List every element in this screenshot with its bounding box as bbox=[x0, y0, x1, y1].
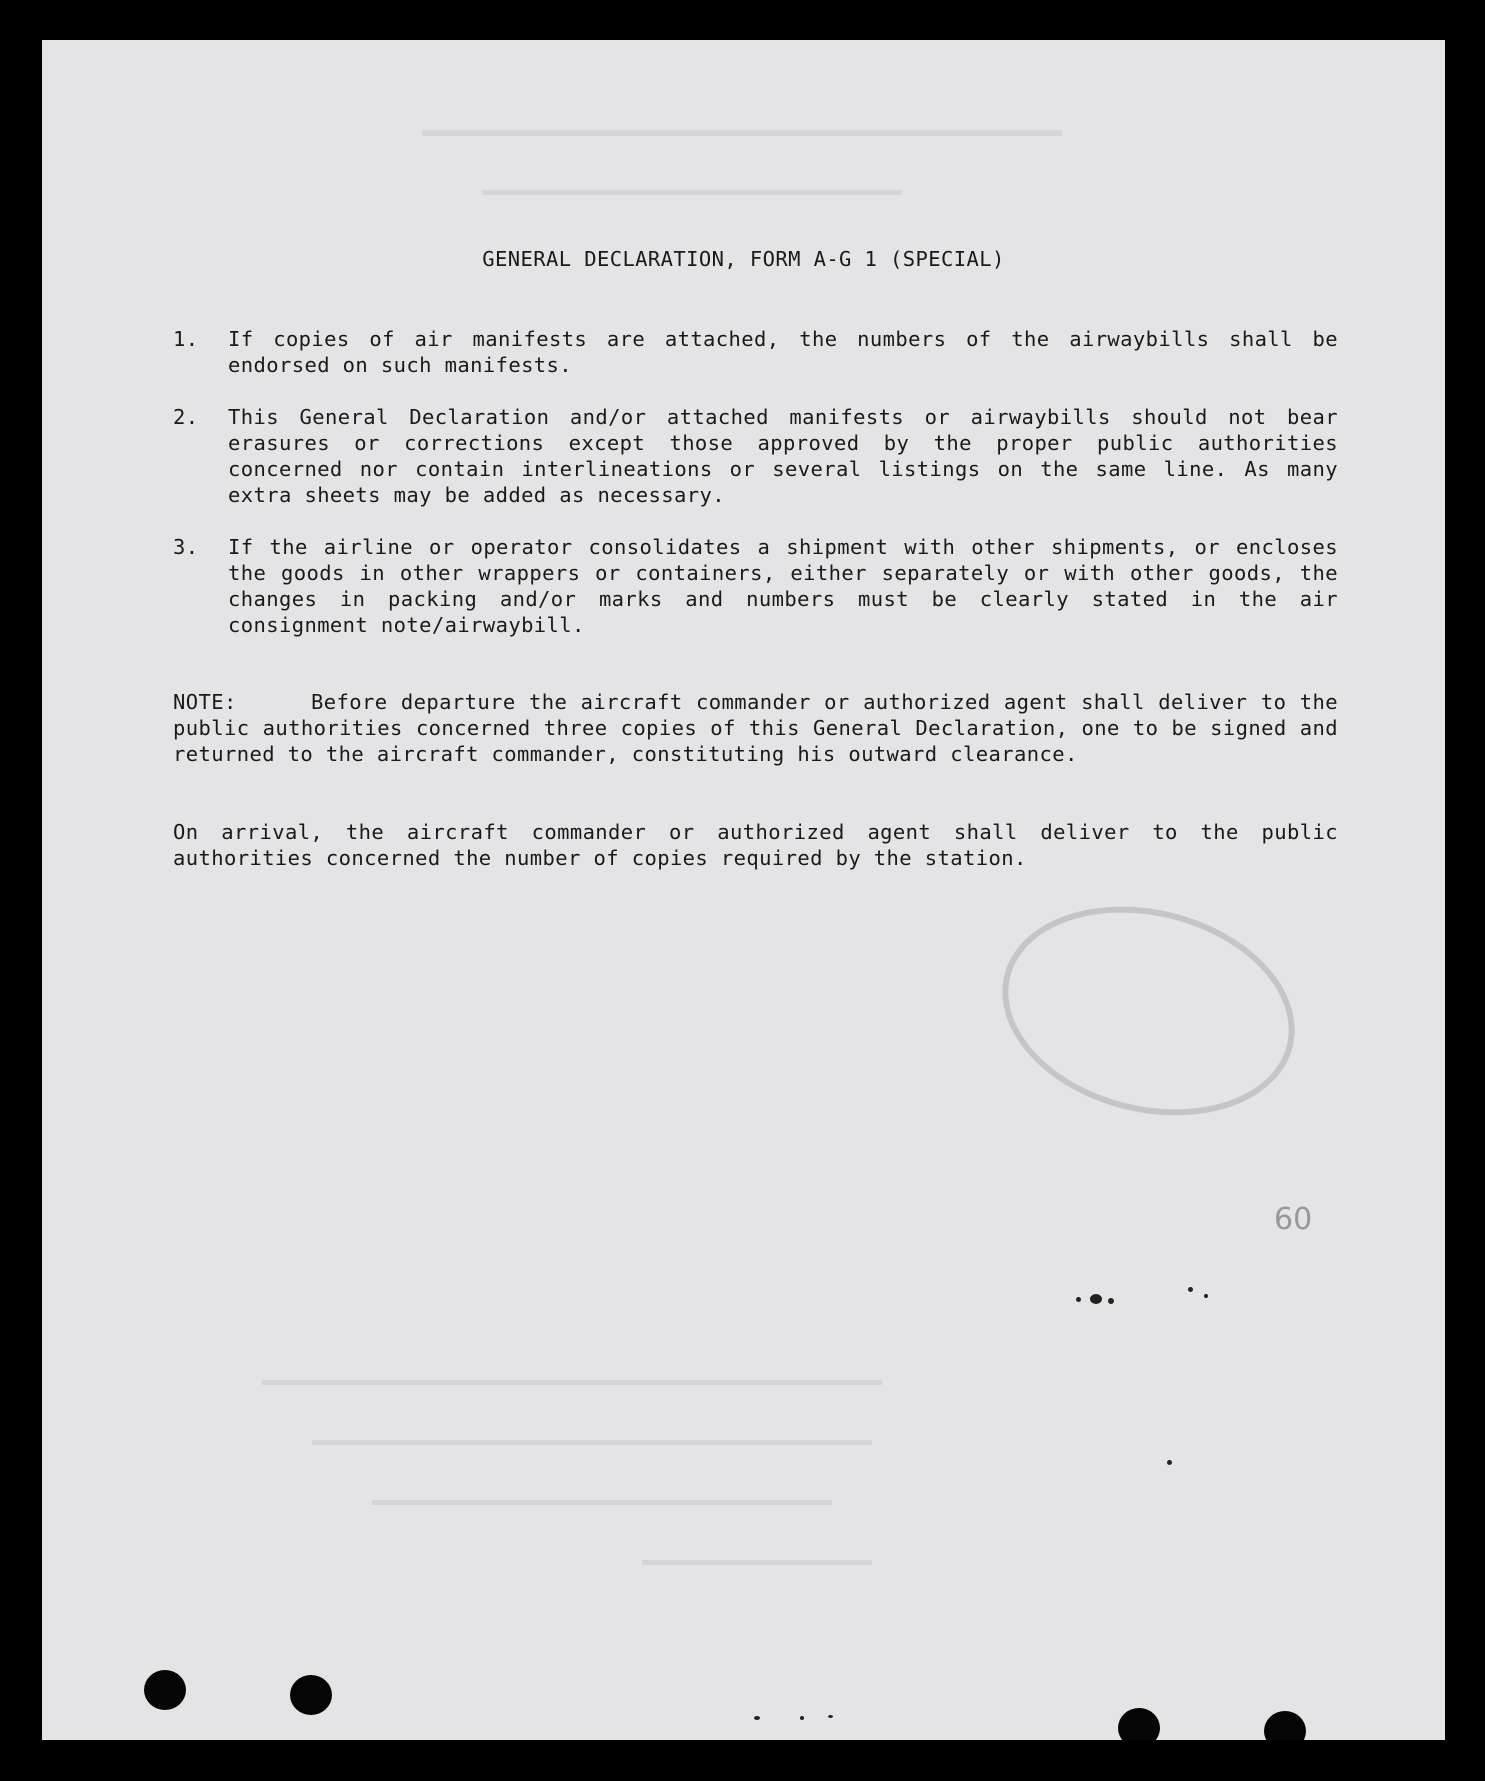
list-item bbox=[173, 534, 1338, 638]
ink-speck bbox=[1108, 1298, 1114, 1304]
show-through-line bbox=[422, 130, 1062, 136]
ink-speck bbox=[1076, 1297, 1081, 1302]
ink-speck bbox=[800, 1716, 804, 1720]
item-number: 2. bbox=[173, 405, 199, 429]
ink-speck bbox=[1204, 1294, 1208, 1298]
item-text: This General Declaration and/or attached manifests or airwaybills should not bear erasures or corrections except those approved by the proper public authorities concerned nor contain interlineations or several listings on the same line. As many extra sheets may be added as necessary. bbox=[228, 405, 1338, 507]
list-item bbox=[173, 404, 1338, 508]
punch-hole bbox=[144, 1670, 186, 1710]
arrival-paragraph: On arrival, the aircraft commander or authorized agent shall deliver to the public authorities concerned the number of copies required by the station. bbox=[173, 820, 1338, 870]
show-through-line bbox=[262, 1380, 882, 1385]
document-page bbox=[42, 40, 1445, 1740]
show-through-line bbox=[642, 1560, 872, 1565]
ink-speck bbox=[828, 1715, 833, 1718]
note-paragraph bbox=[173, 689, 1338, 767]
note-label: NOTE: bbox=[173, 690, 237, 714]
document-title: GENERAL DECLARATION, FORM A-G 1 (SPECIAL) bbox=[482, 247, 1005, 271]
item-number: 1. bbox=[173, 327, 199, 351]
show-through-line bbox=[482, 190, 902, 195]
punch-hole bbox=[290, 1675, 332, 1715]
item-text: If copies of air manifests are attached, the numbers of the airwaybills shall be endorsed on such manifests. bbox=[228, 327, 1338, 377]
note-text: Before departure the aircraft commander or authorized agent shall deliver to the public authorities concerned three copies of this General Declaration, one to be signed and returned to the aircraft commander, constituting his outward clearance. bbox=[173, 690, 1338, 766]
ink-speck bbox=[1090, 1294, 1102, 1304]
ink-speck bbox=[754, 1716, 760, 1720]
faded-stamp bbox=[980, 877, 1317, 1145]
ink-speck bbox=[1188, 1287, 1193, 1292]
show-through-line bbox=[312, 1440, 872, 1445]
faint-number-mark: 60 bbox=[1274, 1202, 1313, 1237]
item-text: If the airline or operator consolidates a shipment with other shipments, or encloses the goods in other wrappers or containers, either separately or with other goods, the changes in packing and/or marks and numbers must be clearly stated in the air consignment note/airwaybill. bbox=[228, 535, 1338, 637]
list-item bbox=[173, 326, 1338, 378]
ink-speck bbox=[1167, 1460, 1172, 1465]
punch-hole bbox=[1118, 1708, 1160, 1740]
item-number: 3. bbox=[173, 535, 199, 559]
show-through-line bbox=[372, 1500, 832, 1505]
punch-hole bbox=[1264, 1711, 1306, 1740]
